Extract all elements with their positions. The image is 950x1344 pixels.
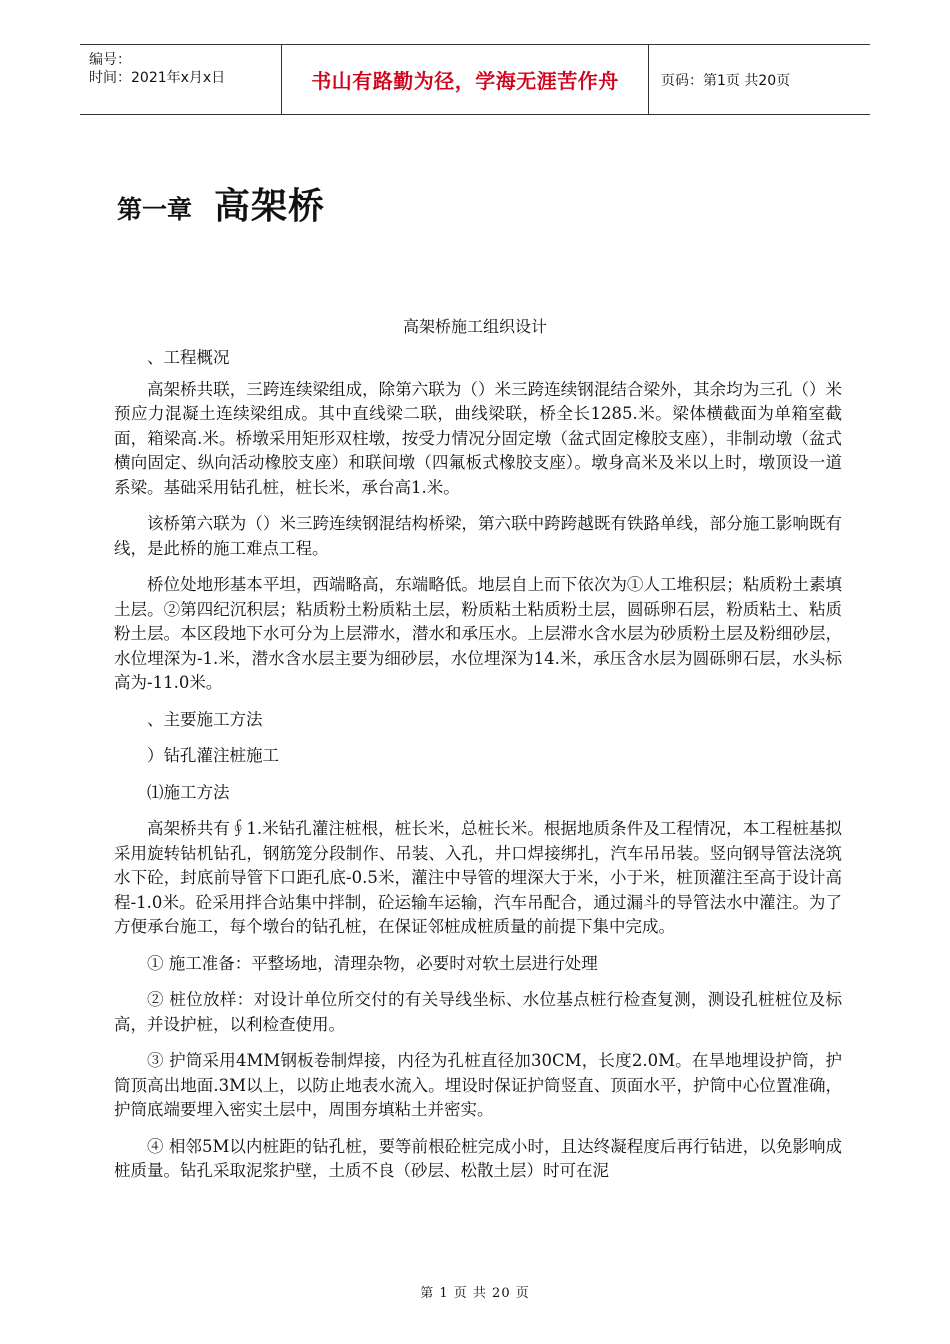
section-heading-overview: 、工程概况 <box>147 348 230 367</box>
code-label: 编号： <box>89 52 131 68</box>
paragraph-span-six: 该桥第六联为（）米三跨连续钢混结构桥梁，第六联中跨跨越既有铁路单线，部分施工影响既有线，是此桥的施工难点工程。 <box>114 514 842 558</box>
subheading-method: ⑴施工方法 <box>147 782 230 802</box>
body-text <box>114 346 842 1184</box>
page-footer: 第 1 页 共 20 页 <box>420 1286 530 1301</box>
paragraph-geology: 桥位处地形基本平坦，西端略高，东端略低。地层自上而下依次为①人工堆积层；粘质粉土素填土层。②第四纪沉积层；粘质粉土粉质粘土层，粉质粘土粘质粉土层，圆砾卵石层，粉质粘土、粘质粉土层。本区段地下水可分为上层滞水，潜水和承压水。上层滞水含水层为砂质粉土层及粉细砂层，水位埋深为-1.米，潜水含水层主要为细砂层，水位埋深为14.米，承压含水层为圆砾卵石层，水头标高为-11.0米。 <box>114 575 842 692</box>
header-motto: 书山有路勤为径，学海无涯苦作舟 <box>311 69 619 93</box>
paragraph-overview: 高架桥共联，三跨连续梁组成，除第六联为（）米三跨连续钢混结合梁外，其余均为三孔（）米预应力混凝土连续梁组成。其中直线梁二联，曲线梁联，桥全长1285.米。梁体横截面为单箱室截面，箱梁高.米。桥墩采用矩形双柱墩，按受力情况分固定墩（盆式固定橡胶支座），非制动墩（盆式横向固定、纵向活动橡胶支座）和联间墩（四氟板式橡胶支座）。墩身高米及米以上时，墩顶设一道系梁。基础采用钻孔桩，桩长米，承台高1.米。 <box>114 379 842 497</box>
time-label: 时间：2021年x月x日 <box>89 70 226 86</box>
page-label: 页码：第1页 共20页 <box>661 72 791 89</box>
header-meta <box>80 45 282 114</box>
chapter-title: 高架桥 <box>214 186 326 227</box>
header-page-cell <box>649 45 870 114</box>
chapter-number: 第一章 <box>117 195 193 224</box>
chapter-heading <box>117 178 325 229</box>
list-item-preparation: ① 施工准备：平整场地，清理杂物，必要时对软土层进行处理 <box>147 953 598 973</box>
list-item-casing: ③ 护筒采用4MM钢板卷制焊接，内径为孔桩直径加30CM，长度2.0M。在旱地埋设护筒，护筒顶高出地面.3M以上，以防止地表水流入。埋设时保证护筒竖直、顶面水平，护筒中心位置准确，护筒底端要埋入密实土层中，周围夯填粘土并密实。 <box>114 1051 842 1119</box>
paragraph-pile-method: 高架桥共有∮1.米钻孔灌注桩根，桩长米，总桩长米。根据地质条件及工程情况，本工程桩基拟采用旋转钻机钻孔，钢筋笼分段制作、吊装、入孔，井口焊接绑扎，汽车吊吊装。竖向钢导管法浇筑水下砼，封底前导管下口距孔底-0.5米，灌注中导管的埋深大于米，小于米，桩顶灌注至高于设计高程-1.0米。砼采用拌合站集中拌制，砼运输车运输，汽车吊配合，通过漏斗的导管法水中灌注。为了方便承台施工，每个墩台的钻孔桩，在保证邻桩成桩质量的前提下集中完成。 <box>114 819 842 936</box>
header-table <box>80 44 870 115</box>
header-motto-cell <box>282 45 649 114</box>
list-item-spacing: ④ 相邻5M以内桩距的钻孔桩，要等前根砼桩完成小时，且达终凝程度后再行钻进，以免影响成桩质量。钻孔采取泥浆护壁，土质不良（砂层、松散土层）时可在泥 <box>114 1136 842 1180</box>
list-item-layout: ② 桩位放样：对设计单位所交付的有关导线坐标、水位基点桩行检查复测，测设孔桩桩位及标高，并设护桩，以利检查使用。 <box>114 990 842 1034</box>
section-heading-methods: 、主要施工方法 <box>147 709 263 729</box>
document-title: 高架桥施工组织设计 <box>402 317 547 336</box>
subheading-bored-pile: ）钻孔灌注桩施工 <box>147 746 279 765</box>
